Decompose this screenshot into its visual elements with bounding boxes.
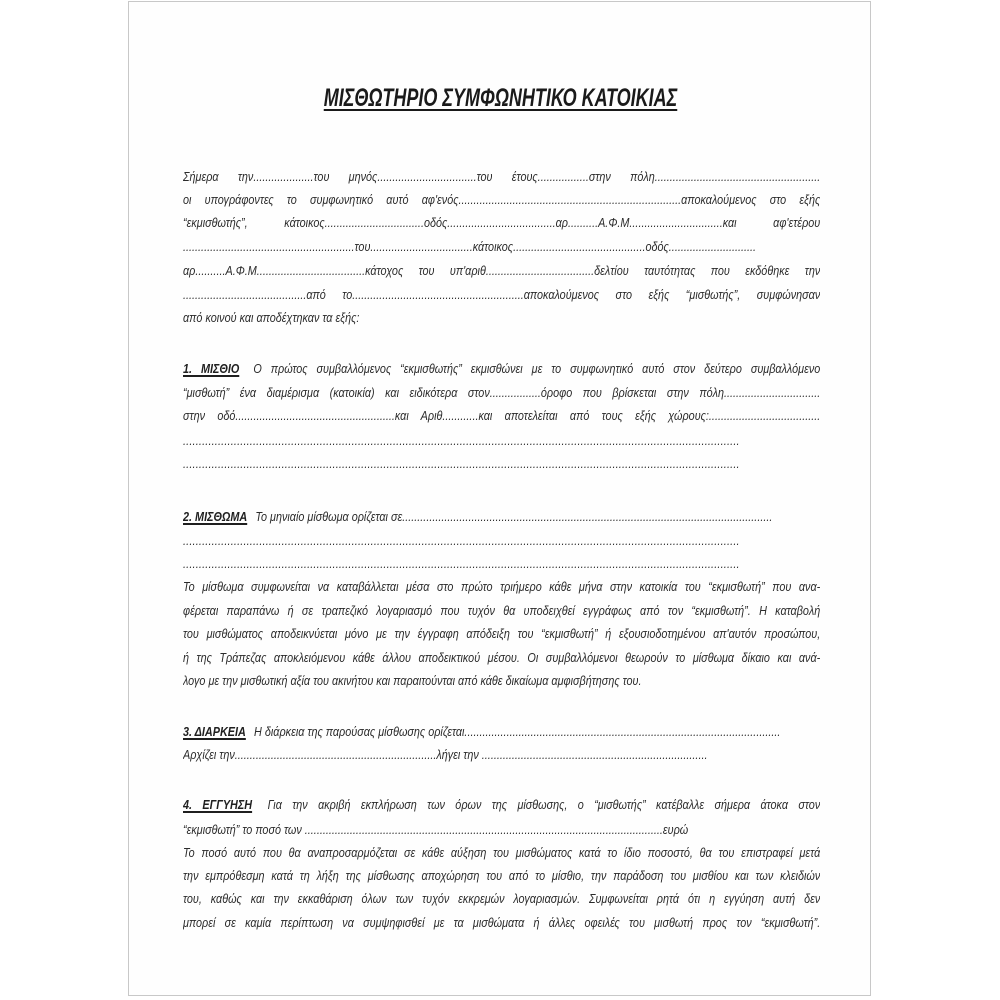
- blank-fill-line: ...............................................................................................................................................................................: [183, 457, 740, 471]
- section-1-heading: 1. ΜΙΣΘΙΟ: [183, 362, 240, 376]
- preamble-text: οι υπογράφοντες το συμφωνητικό αυτό αφ'ενός..........................................................................αποκαλούμενος στο εξής: [183, 193, 820, 207]
- section-2-line-5: [183, 602, 820, 620]
- preamble-line-1: [183, 168, 820, 186]
- section-4-line-3: [183, 844, 820, 862]
- blank-fill-line: ...............................................................................................................................................................................: [183, 434, 740, 448]
- section-4-text: “εκμισθωτή” το ποσό των .......................................................................................................................ευρώ: [183, 823, 689, 837]
- section-2-text: φέρεται παραπάνω ή σε τραπεζικό λογαριασμό που τυχόν θα υποδειχθεί εγγράφως από τον “εκμισθωτή”. Η καταβολή: [183, 604, 820, 618]
- preamble-text: αρ..........Α.Φ.Μ....................................κάτοχος του υπ'αριθ....................................δελτίου ταυτότητας που εκδόθηκε την: [183, 264, 820, 278]
- section-2-line-4: [183, 578, 820, 596]
- section-4-first-line: [183, 796, 820, 814]
- section-1-text: στην οδό.....................................................και Αριθ............και αποτελείται από τους εξής χώρους:.....................................: [183, 409, 820, 423]
- preamble-line-2: [183, 191, 820, 209]
- section-3-line-2: [183, 746, 820, 764]
- section-3-heading: 3. ΔΙΑΡΚΕΙΑ: [183, 725, 246, 739]
- section-2-line-7: [183, 649, 820, 667]
- section-2-text: του μισθώματος αποδεικνύεται μόνο με την έγγραφη απόδειξη του “εκμισθωτή” ή εξουσιοδοτημένου απ'αυτόν προσώπου,: [183, 627, 820, 641]
- preamble-text: .........................................από το.........................................................αποκαλούμενος στο εξής “μισθωτής”, συμφώνησαν: [183, 288, 820, 302]
- section-4-text: την εμπρόθεσμη κατά τη λήξη της μίσθωσης αποχώρηση του από το μίσθιο, την παράδοση του μισθίου και των κλειδιών: [183, 869, 820, 883]
- section-1-text: “μισθωτή” ένα διαμέρισμα (κατοικία) και ειδικότερα στον.................όροφο που βρίσκεται στην πόλη................................: [183, 386, 820, 400]
- section-4-line-5: [183, 890, 820, 908]
- preamble-text: από κοινού και αποδέχτηκαν τα εξής:: [183, 311, 360, 325]
- section-1-text: Ο πρώτος συμβαλλόμενος “εκμισθωτής” εκμισθώνει με το συμφωνητικό αυτό στον δεύτερο συμβαλλόμενο: [253, 362, 820, 376]
- section-1-line-2: [183, 384, 820, 402]
- blank-fill-line: ...............................................................................................................................................................................: [183, 534, 740, 548]
- section-1-line-1: [183, 360, 820, 378]
- document-title-text: ΜΙΣΘΩΤΗΡΙΟ ΣΥΜΦΩΝΗΤΙΚΟ ΚΑΤΟΙΚΙΑΣ: [323, 84, 677, 112]
- section-4-text: Το ποσό αυτό που θα αναπροσαρμόζεται σε κάθε αύξηση του μισθώματος κατά το ίδιο ποσοστό, θα του επιστραφεί μετά: [183, 846, 820, 860]
- section-4-line-1: [183, 796, 820, 814]
- preamble-line-5: [183, 262, 820, 280]
- section-4-line-2: [183, 821, 820, 839]
- section-2-text: λογο με την μισθωτική αξία του ακινήτου και παραιτούνται από κάθε δικαίωμα αμφισβήτησης του.: [183, 674, 642, 688]
- preamble-line-6: [183, 286, 820, 304]
- section-1-line-3: [183, 407, 820, 425]
- section-2-line-2: [183, 532, 820, 550]
- section-3-first-line: [183, 723, 820, 741]
- preamble-text: “εκμισθωτής”, κάτοικος.................................οδός....................................αρ..........Α.Φ.Μ...............................και αφ'ετέρου: [183, 216, 820, 230]
- preamble-text: .........................................................του..................................κάτοικος............................................οδός.............................: [183, 240, 757, 254]
- section-2-text: Το μίσθωμα συμφωνείται να καταβάλλεται μέσα στο πρώτο τριήμερο κάθε μήνα στην κατοικία του “εκμισθωτή” που ανα-: [183, 580, 820, 594]
- section-3-text: Αρχίζει την...................................................................λήγει την ...........................................................................: [183, 748, 708, 762]
- blank-fill-line: ...............................................................................................................................................................................: [183, 557, 740, 571]
- section-3-line-1: [183, 723, 820, 741]
- section-2-line-6: [183, 625, 820, 643]
- section-1-first-line: [183, 360, 820, 378]
- section-2-text: ή της Τράπεζας αποκλειόμενου κάθε άλλου αποδεικτικού μέσου. Οι συμβαλλόμενοι θεωρούν το μίσθωμα δίκαιο και ανά-: [183, 651, 820, 665]
- section-2-first-line: [183, 508, 820, 526]
- section-2-line-8: [183, 672, 820, 690]
- preamble-line-4: [183, 238, 820, 256]
- section-2-line-1: [183, 508, 820, 526]
- section-2-line-3: [183, 555, 820, 573]
- section-3-text: Η διάρκεια της παρούσας μίσθωσης ορίζεται.........................................................................................................: [254, 725, 781, 739]
- section-4-text: του, καθώς και την εκκαθάριση όλων των τυχόν εκκρεμών λογαριασμών. Συμφωνείται ρητά ότι η εγγύηση αυτή δεν: [183, 892, 820, 906]
- section-4-heading: 4. ΕΓΓΥΗΣΗ: [183, 798, 253, 812]
- preamble-text: Σήμερα την....................του μηνός.................................του έτους.................στην πόλη.......................................................: [183, 170, 820, 184]
- section-4-text: Για την ακριβή εκπλήρωση των όρων της μίσθωσης, ο “μισθωτής” κατέβαλλε σήμερα άτοκα στον: [267, 798, 820, 812]
- preamble-line-3: [183, 214, 820, 232]
- document-title: [0, 84, 1000, 113]
- section-2-text: Το μηνιαίο μίσθωμα ορίζεται σε...........................................................................................................................: [255, 510, 773, 524]
- section-4-line-4: [183, 867, 820, 885]
- section-4-text: μπορεί σε καμία περίπτωση να συμψηφισθεί με τα μισθώματα ή άλλες οφειλές του μισθωτή προς τον “εκμισθωτή”.: [183, 916, 820, 930]
- section-1-line-4: [183, 432, 820, 450]
- section-1-line-5: [183, 455, 820, 473]
- preamble-line-7: [183, 309, 820, 327]
- section-4-line-6: [183, 914, 820, 932]
- section-2-heading: 2. ΜΙΣΘΩΜΑ: [183, 510, 248, 524]
